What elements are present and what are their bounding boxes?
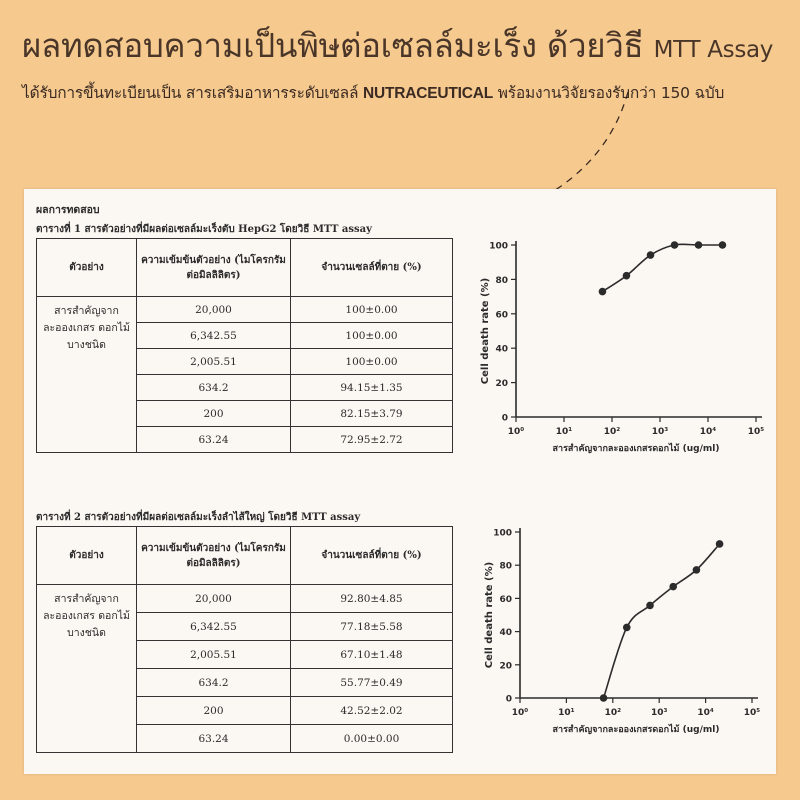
conc-cell: 6,342.55 (137, 613, 291, 641)
header-death-rate: จำนวนเซลล์ที่ตาย (%) (291, 239, 453, 297)
header-sample: ตัวอย่าง (37, 527, 137, 585)
y-tick-label: 80 (495, 275, 508, 286)
document-scan (24, 189, 776, 774)
subline-bold: NUTRACEUTICAL (363, 85, 493, 102)
data-point (599, 288, 607, 296)
y-axis-label: Cell death rate (%) (480, 277, 491, 385)
section-title: ผลการทดสอบ (36, 204, 100, 216)
y-tick-label: 40 (495, 344, 508, 355)
x-tick-label: 10⁴ (699, 427, 717, 437)
x-tick-label: 10⁰ (507, 427, 525, 437)
y-tick-label: 60 (495, 310, 508, 321)
fitted-curve (602, 244, 722, 291)
data-point (646, 602, 654, 610)
table2-caption: ตารางที่ 2 สารตัวอย่างที่มีผลต่อเซลล์มะเร็งลำไส้ใหญ่ โดยวิธี MTT assay (36, 512, 361, 523)
death-cell: 72.95±2.72 (291, 427, 453, 453)
results-table-2 (36, 526, 453, 753)
death-cell: 100±0.00 (291, 297, 453, 323)
sample-name: สารสำคัญจาก ละอองเกสร ดอกไม้บางชนิด (37, 585, 137, 753)
conc-cell: 634.2 (137, 669, 291, 697)
data-point (623, 624, 631, 632)
x-tick-label: 10¹ (555, 427, 573, 437)
sample-name: สารสำคัญจาก ละอองเกสร ดอกไม้บางชนิด (37, 297, 137, 453)
y-tick-label: 60 (499, 594, 512, 605)
x-tick-label: 10⁵ (747, 427, 765, 437)
data-point (671, 241, 679, 249)
y-tick-label: 40 (499, 628, 512, 639)
fitted-curve (604, 544, 720, 698)
data-point (716, 540, 724, 548)
data-point (600, 694, 608, 702)
x-tick-label: 10⁰ (511, 708, 529, 718)
headline-english: MTT Assay (653, 37, 774, 63)
death-cell: 100±0.00 (291, 349, 453, 375)
x-tick-label: 10² (604, 708, 622, 718)
dose-response-chart-1 (470, 235, 770, 485)
conc-cell: 2,005.51 (137, 349, 291, 375)
table-header-row (37, 527, 453, 585)
conc-cell: 6,342.55 (137, 323, 291, 349)
x-axis-label: สารสำคัญจากละอองเกสรดอกไม้ (ug/ml) (552, 725, 720, 735)
x-tick-label: 10¹ (558, 708, 575, 718)
subline (22, 80, 792, 105)
y-tick-label: 20 (495, 379, 508, 390)
headline (22, 26, 792, 70)
data-point (647, 251, 655, 259)
x-tick-label: 10⁴ (697, 708, 714, 718)
x-tick-label: 10³ (650, 708, 668, 718)
subline-part2: พร้อมงานวิจัยรองรับกว่า 150 ฉบับ (497, 84, 725, 102)
data-point (623, 272, 631, 280)
table1-caption: ตารางที่ 1 สารตัวอย่างที่มีผลต่อเซลล์มะเร็งตับ HepG2 โดยวิธี MTT assay (36, 224, 372, 235)
y-tick-label: 0 (501, 413, 508, 424)
x-tick-label: 10³ (651, 427, 669, 437)
y-tick-label: 100 (493, 528, 512, 539)
table-row (37, 297, 453, 323)
dose-response-chart-2 (470, 522, 770, 767)
y-tick-label: 100 (489, 241, 508, 252)
death-cell: 0.00±0.00 (291, 725, 453, 753)
conc-cell: 634.2 (137, 375, 291, 401)
subline-part1: ได้รับการขึ้นทะเบียนเป็น สารเสริมอาหารระดับเซลล์ (22, 84, 359, 102)
x-tick-label: 10² (603, 427, 621, 437)
conc-cell: 20,000 (137, 585, 291, 613)
conc-cell: 200 (137, 697, 291, 725)
death-cell: 100±0.00 (291, 323, 453, 349)
data-point (669, 583, 677, 591)
data-point (693, 566, 701, 574)
death-cell: 77.18±5.58 (291, 613, 453, 641)
death-cell: 55.77±0.49 (291, 669, 453, 697)
header-concentration: ความเข้มข้นตัวอย่าง (ไมโครกรัมต่อมิลลิลิตร) (137, 527, 291, 585)
conc-cell: 200 (137, 401, 291, 427)
x-tick-label: 10⁵ (743, 708, 761, 718)
y-tick-label: 0 (505, 694, 512, 705)
conc-cell: 20,000 (137, 297, 291, 323)
header-concentration: ความเข้มข้นตัวอย่าง (ไมโครกรัมต่อมิลลิลิตร) (137, 239, 291, 297)
death-cell: 92.80±4.85 (291, 585, 453, 613)
header-death-rate: จำนวนเซลล์ที่ตาย (%) (291, 527, 453, 585)
death-cell: 67.10±1.48 (291, 641, 453, 669)
death-cell: 82.15±3.79 (291, 401, 453, 427)
results-table-1 (36, 238, 453, 453)
conc-cell: 63.24 (137, 427, 291, 453)
x-axis-label: สารสำคัญจากละอองเกสรดอกไม้ (ug/ml) (552, 444, 720, 454)
headline-thai: ผลทดสอบความเป็นพิษต่อเซลล์มะเร็ง ด้วยวิธี (22, 26, 644, 65)
table-row (37, 585, 453, 613)
data-point (719, 241, 727, 249)
y-tick-label: 20 (499, 661, 512, 672)
death-cell: 94.15±1.35 (291, 375, 453, 401)
y-tick-label: 80 (499, 561, 512, 572)
y-axis-label: Cell death rate (%) (484, 561, 495, 669)
conc-cell: 63.24 (137, 725, 291, 753)
table-header-row (37, 239, 453, 297)
header-sample: ตัวอย่าง (37, 239, 137, 297)
conc-cell: 2,005.51 (137, 641, 291, 669)
death-cell: 42.52±2.02 (291, 697, 453, 725)
data-point (695, 241, 703, 249)
